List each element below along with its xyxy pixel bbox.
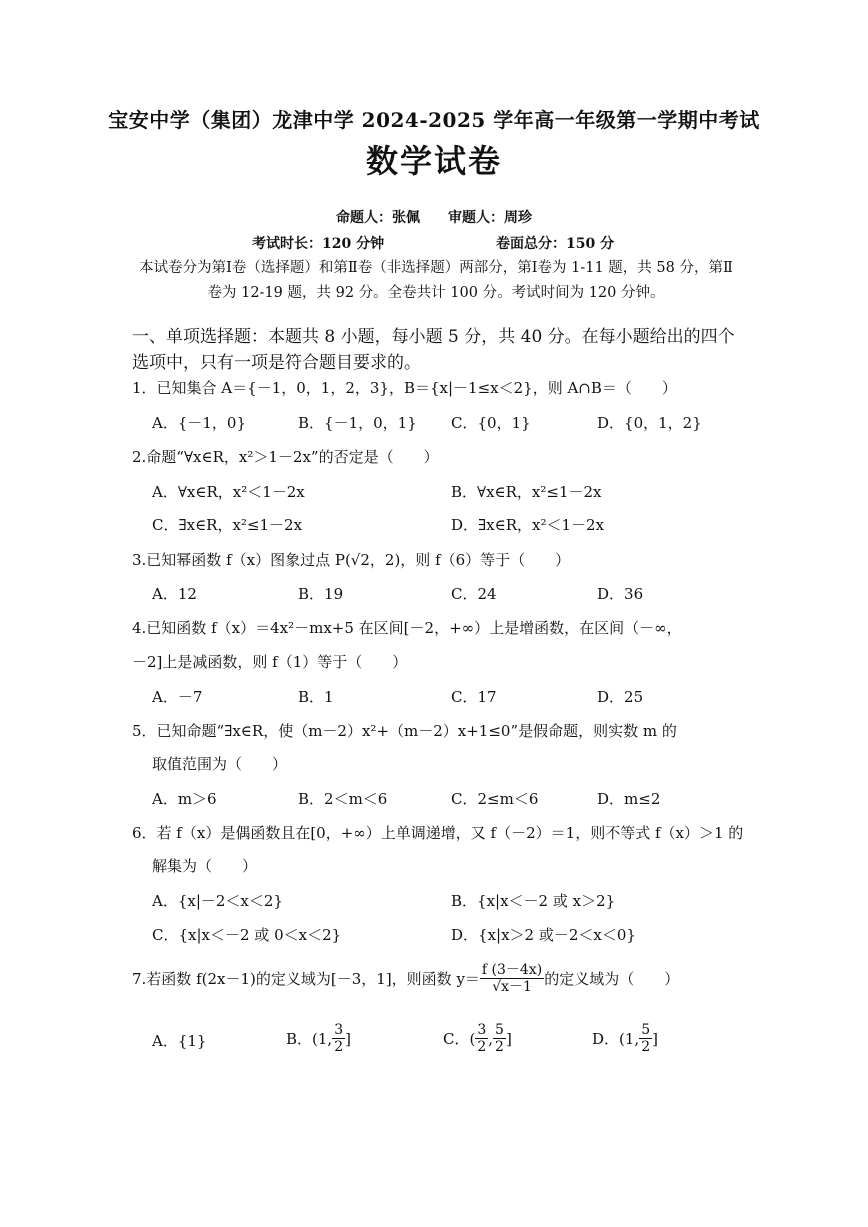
question-2-option-b: B．∀x∈R，x²≤1－2x bbox=[451, 483, 602, 501]
question-4-option-d: D．25 bbox=[597, 688, 644, 706]
question-2-option-a: A．∀x∈R，x²＜1－2x bbox=[152, 483, 305, 501]
question-7-option-c bbox=[443, 1022, 512, 1055]
question-7-stem bbox=[132, 962, 679, 995]
question-4-stem-line-1: 4.已知函数 f（x）＝4x²－mx+5 在区间[－2，+∞）上是增函数，在区间（－∞， bbox=[132, 619, 682, 637]
school-title: 宝安中学（集团）龙津中学 2024-2025 学年高一年级第一学期中考试 bbox=[108, 108, 760, 132]
subject-title: 数学试卷 bbox=[365, 142, 502, 180]
duration-label: 考试时长：120 分钟 bbox=[252, 236, 385, 252]
question-5-option-b: B．2＜m＜6 bbox=[298, 790, 388, 808]
question-5-stem-line-1: 5．已知命题“∃x∈R，使（m－2）x²+（m－2）x+1≤0”是假命题，则实数 m 的 bbox=[132, 722, 677, 740]
question-7-option-c-suffix: ] bbox=[505, 1029, 512, 1048]
question-7-option-d-prefix: D．(1, bbox=[592, 1030, 640, 1048]
question-5-option-d: D．m≤2 bbox=[597, 790, 661, 808]
question-5-stem-line-2: 取值范围为（ ） bbox=[152, 755, 288, 773]
fraction-denominator: 2 bbox=[641, 1039, 651, 1055]
section-heading-line-1: 一、单项选择题：本题共 8 小题，每小题 5 分，共 40 分。在每小题给出的四个 bbox=[132, 327, 735, 347]
question-6-option-b: B．{x|x＜－2 或 x＞2} bbox=[451, 892, 616, 910]
question-7-option-a: A．{1} bbox=[152, 1032, 207, 1050]
question-6-option-d: D．{x|x＞2 或－2＜x＜0} bbox=[451, 926, 636, 944]
question-7-option-b-fraction bbox=[332, 1022, 345, 1055]
question-7-option-d-fraction bbox=[639, 1022, 652, 1055]
fraction-denominator: 2 bbox=[477, 1039, 487, 1055]
question-4-option-b: B．1 bbox=[298, 688, 334, 706]
authors-line: 命题人：张佩 审题人：周珍 bbox=[336, 210, 532, 226]
question-7-option-d-suffix: ] bbox=[652, 1029, 658, 1048]
question-3-option-d: D．36 bbox=[597, 585, 644, 603]
question-5-option-c: C．2≤m＜6 bbox=[451, 790, 539, 808]
question-1-option-d: D．{0，1，2} bbox=[597, 414, 702, 432]
question-4-option-a: A．－7 bbox=[152, 688, 203, 706]
question-4-stem-line-2: －2]上是减函数，则 f（1）等于（ ） bbox=[132, 653, 408, 671]
question-7-fraction bbox=[480, 962, 544, 995]
fraction-numerator: 3 bbox=[334, 1022, 344, 1038]
total-score-label: 卷面总分：150 分 bbox=[496, 236, 615, 252]
question-3-option-b: B．19 bbox=[298, 585, 344, 603]
question-7-option-c-fraction-1 bbox=[475, 1022, 488, 1055]
question-1-option-c: C．{0，1} bbox=[451, 414, 531, 432]
question-7-fraction-denominator: √x－1 bbox=[492, 979, 532, 995]
question-2-option-d: D．∃x∈R，x²＜1－2x bbox=[451, 516, 605, 534]
question-7-stem-prefix: 7.若函数 f(2x－1)的定义域为[－3，1]，则函数 y＝ bbox=[132, 970, 480, 988]
question-7-option-c-fraction-2 bbox=[493, 1022, 506, 1055]
fraction-numerator: 3 bbox=[477, 1022, 487, 1038]
intro-line-1: 本试卷分为第Ⅰ卷（选择题）和第Ⅱ卷（非选择题）两部分，第Ⅰ卷为 1-11 题，共 58 分，第Ⅱ bbox=[139, 260, 733, 276]
question-7-option-c-prefix: C．( bbox=[443, 1030, 476, 1048]
fraction-denominator: 2 bbox=[495, 1039, 504, 1055]
question-2-stem: 2.命题“∀x∈R，x²＞1－2x”的否定是（ ） bbox=[132, 448, 439, 466]
question-7-option-c-comma: , bbox=[488, 1029, 494, 1048]
fraction-numerator: 5 bbox=[495, 1022, 504, 1038]
question-6-stem-line-2: 解集为（ ） bbox=[152, 857, 258, 875]
question-3-option-a: A．12 bbox=[152, 585, 197, 603]
question-6-option-a: A．{x|－2＜x＜2} bbox=[152, 892, 283, 910]
fraction-numerator: 5 bbox=[641, 1022, 651, 1038]
question-1-stem: 1．已知集合 A＝{－1，0，1，2，3}，B＝{x|－1≤x＜2}，则 A∩B＝（ ） bbox=[132, 379, 677, 397]
question-6-stem-line-1: 6．若 f（x）是偶函数且在[0，+∞）上单调递增，又 f（－2）＝1，则不等式 f（x）＞1 的 bbox=[132, 824, 744, 842]
section-heading-line-2: 选项中，只有一项是符合题目要求的。 bbox=[132, 353, 421, 373]
question-5-option-a: A．m＞6 bbox=[152, 790, 217, 808]
section-heading bbox=[132, 324, 742, 376]
question-4-option-c: C．17 bbox=[451, 688, 497, 706]
question-3-stem: 3.已知幂函数 f（x）图象过点 P(√2，2)，则 f（6）等于（ ） bbox=[132, 551, 571, 569]
question-1-option-b: B．{－1，0，1} bbox=[298, 414, 417, 432]
question-6-option-c: C．{x|x＜－2 或 0＜x＜2} bbox=[152, 926, 342, 944]
question-1-option-a: A．{－1，0} bbox=[152, 414, 247, 432]
question-7-stem-suffix: 的定义域为（ ） bbox=[544, 970, 680, 988]
fraction-denominator: 2 bbox=[334, 1039, 344, 1055]
intro-paragraph bbox=[132, 256, 740, 306]
question-7-option-d bbox=[592, 1022, 658, 1055]
question-7-option-b-prefix: B．(1, bbox=[286, 1030, 333, 1048]
question-7-option-b-suffix: ] bbox=[345, 1029, 351, 1048]
question-2-option-c: C．∃x∈R，x²≤1－2x bbox=[152, 516, 303, 534]
question-7-fraction-numerator: f (3－4x) bbox=[481, 962, 543, 978]
question-7-option-b bbox=[286, 1022, 351, 1055]
intro-line-2: 卷为 12-19 题，共 92 分。全卷共计 100 分。考试时间为 120 分钟。 bbox=[207, 285, 665, 301]
question-3-option-c: C．24 bbox=[451, 585, 497, 603]
